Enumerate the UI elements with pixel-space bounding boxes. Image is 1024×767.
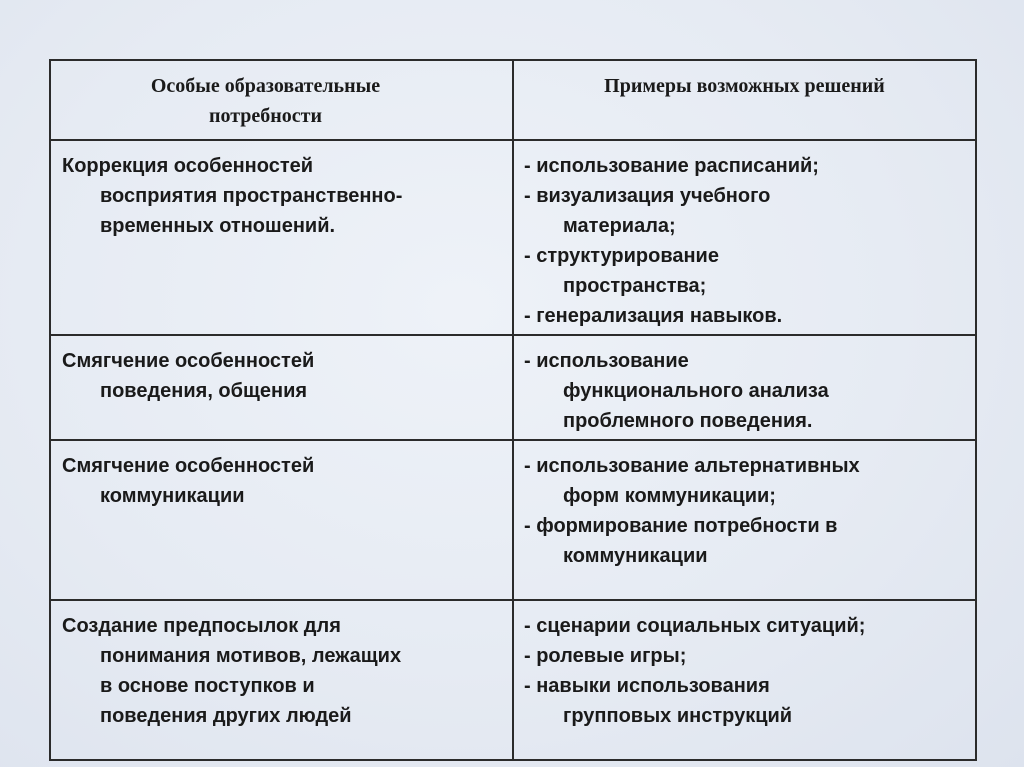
solution-line: - использование [524, 350, 689, 372]
need-cell [50, 600, 513, 760]
solution-line: - формирование потребности в [524, 515, 838, 537]
solution-line: - навыки использования [524, 675, 770, 697]
solution-item [524, 641, 965, 671]
solutions-cell [513, 440, 976, 600]
need-cell [50, 140, 513, 335]
header-solutions-label: Примеры возможных решений [604, 75, 885, 97]
solution-item [524, 451, 965, 511]
need-line: Смягчение особенностей [62, 455, 315, 477]
solution-line: - визуализация учебного [524, 185, 771, 207]
solution-item [524, 611, 965, 641]
need-line: Создание предпосылок для [62, 615, 341, 637]
solution-item [524, 241, 965, 301]
solution-line: - сценарии социальных ситуаций; [524, 615, 866, 637]
solution-line: - генерализация навыков. [524, 305, 783, 327]
solution-line: коммуникации [563, 545, 708, 567]
header-solutions [513, 60, 976, 140]
need-line: поведения, общения [100, 380, 308, 402]
need-line: коммуникации [100, 485, 245, 507]
solution-line: - ролевые игры; [524, 645, 687, 667]
solution-line: материала; [563, 215, 676, 237]
need-line: восприятия пространственно- [100, 185, 403, 207]
table-header-row [50, 60, 976, 140]
solution-line: проблемного поведения. [563, 410, 813, 432]
header-needs-line: Особые образовательные [150, 75, 381, 97]
solution-item [524, 151, 965, 181]
table-row [50, 140, 976, 335]
solutions-cell [513, 140, 976, 335]
solutions-list [514, 141, 975, 331]
solution-line: - использование расписаний; [524, 155, 819, 177]
need-line: в основе поступков и [100, 675, 315, 697]
solution-line: групповых инструкций [563, 705, 793, 727]
solution-item [524, 301, 965, 331]
solutions-list [514, 441, 975, 571]
solution-line: функционального анализа [563, 380, 829, 402]
solutions-list [514, 601, 975, 731]
solution-line: - структурирование [524, 245, 719, 267]
solution-item [524, 511, 965, 571]
need-line: временных отношений. [100, 215, 336, 237]
solution-item [524, 346, 965, 436]
solutions-list [514, 336, 975, 436]
header-needs [50, 60, 513, 140]
table-row [50, 600, 976, 760]
table-row [50, 335, 976, 440]
table-row [50, 440, 976, 600]
solution-line: пространства; [563, 275, 707, 297]
solution-item [524, 671, 965, 731]
solutions-cell [513, 335, 976, 440]
need-cell [50, 440, 513, 600]
solution-line: - использование альтернативных [524, 455, 860, 477]
need-line: поведения других людей [100, 705, 352, 727]
need-cell [50, 335, 513, 440]
needs-solutions-table [49, 59, 977, 761]
solutions-cell [513, 600, 976, 760]
need-line: понимания мотивов, лежащих [100, 645, 402, 667]
solution-line: форм коммуникации; [563, 485, 776, 507]
header-needs-line: потребности [208, 105, 323, 127]
need-line: Коррекция особенностей [62, 155, 314, 177]
solution-item [524, 181, 965, 241]
need-line: Смягчение особенностей [62, 350, 315, 372]
